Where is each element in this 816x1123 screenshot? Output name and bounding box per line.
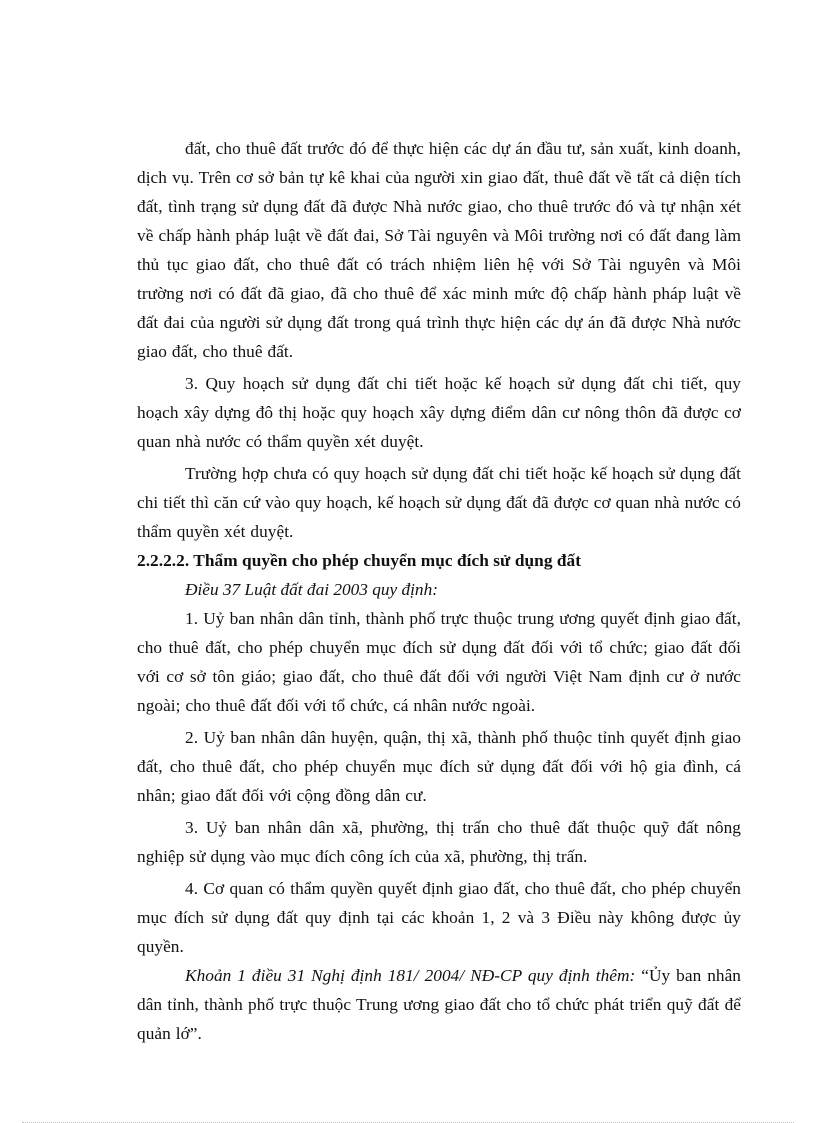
paragraph-no-plan-case: Trường hợp chưa có quy hoạch sử dụng đất chi tiết hoặc kế hoạch sử dụng đất chi tiết thì căn cứ vào quy hoạch, kế hoạch sử dụng đất đã được cơ quan nhà nước có thẩm quyền xét duyệt. [137,464,741,541]
decree-reference: Khoản 1 điều 31 Nghị định 181/ 2004/ NĐ-CP quy định thêm: [185,966,636,985]
decree-paragraph [137,961,741,1048]
section-heading: 2.2.2.2. Thẩm quyền cho phép chuyển mục đích sử dụng đất [137,551,582,570]
list-item: 4. Cơ quan có thẩm quyền quyết định giao đất, cho thuê đất, cho phép chuyển mục đích sử dụng đất quy định tại các khoản 1, 2 và 3 Điều này không được ủy quyền. [137,879,741,956]
list-item: 2. Uỷ ban nhân dân huyện, quận, thị xã, thành phố thuộc tỉnh quyết định giao đất, cho thuê đất, cho phép chuyển mục đích sử dụng đất đối với hộ gia đình, cá nhân; giao đất đối với cộng đồng dân cư. [137,728,741,805]
law-reference: Điều 37 Luật đất đai 2003 quy định: [185,580,438,599]
paragraph-continuation: đất, cho thuê đất trước đó để thực hiện các dự án đầu tư, sản xuất, kinh doanh, dịch vụ. Trên cơ sở bản tự kê khai của người xin giao đất, thuê đất về tất cả diện tích đất, tình trạng sử dụng đất đã được Nhà nước giao, cho thuê trước đó và tự nhận xét về chấp hành pháp luật về đất đai, Sở Tài nguyên và Môi trường nơi có đất đang làm thủ tục giao đất, cho thuê đất có trách nhiệm liên hệ với Sở Tài nguyên và Môi trường nơi có đất đã giao, đã cho thuê để xác minh mức độ chấp hành pháp luật về đất đai của người sử dụng đất trong quá trình thực hiện các dự án đã được Nhà nước giao đất, cho thuê đất. [137,139,741,361]
list-item: 1. Uỷ ban nhân dân tỉnh, thành phố trực thuộc trung ương quyết định giao đất, cho thuê đất, cho phép chuyển mục đích sử dụng đất đối với tổ chức; giao đất đối với cơ sở tôn giáo; giao đất, cho thuê đất đối với người Việt Nam định cư ở nước ngoài; cho thuê đất đối với tổ chức, cá nhân nước ngoài. [137,609,741,715]
paragraph-item-3-planning: 3. Quy hoạch sử dụng đất chi tiết hoặc kế hoạch sử dụng đất chi tiết, quy hoạch xây dựng đô thị hoặc quy hoạch xây dựng điểm dân cư nông thôn đã được cơ quan nhà nước có thẩm quyền xét duyệt. [137,374,741,451]
decree-quote: “Ủy ban nhân dân tỉnh, thành phố trực thuộc Trung ương giao đất cho tổ chức phát triển quỹ đất để quản lớ”. [137,966,741,1043]
list-item: 3. Uỷ ban nhân dân xã, phường, thị trấn cho thuê đất thuộc quỹ đất nông nghiệp sử dụng vào mục đích công ích của xã, phường, thị trấn. [137,818,741,866]
document-page [137,134,741,1048]
